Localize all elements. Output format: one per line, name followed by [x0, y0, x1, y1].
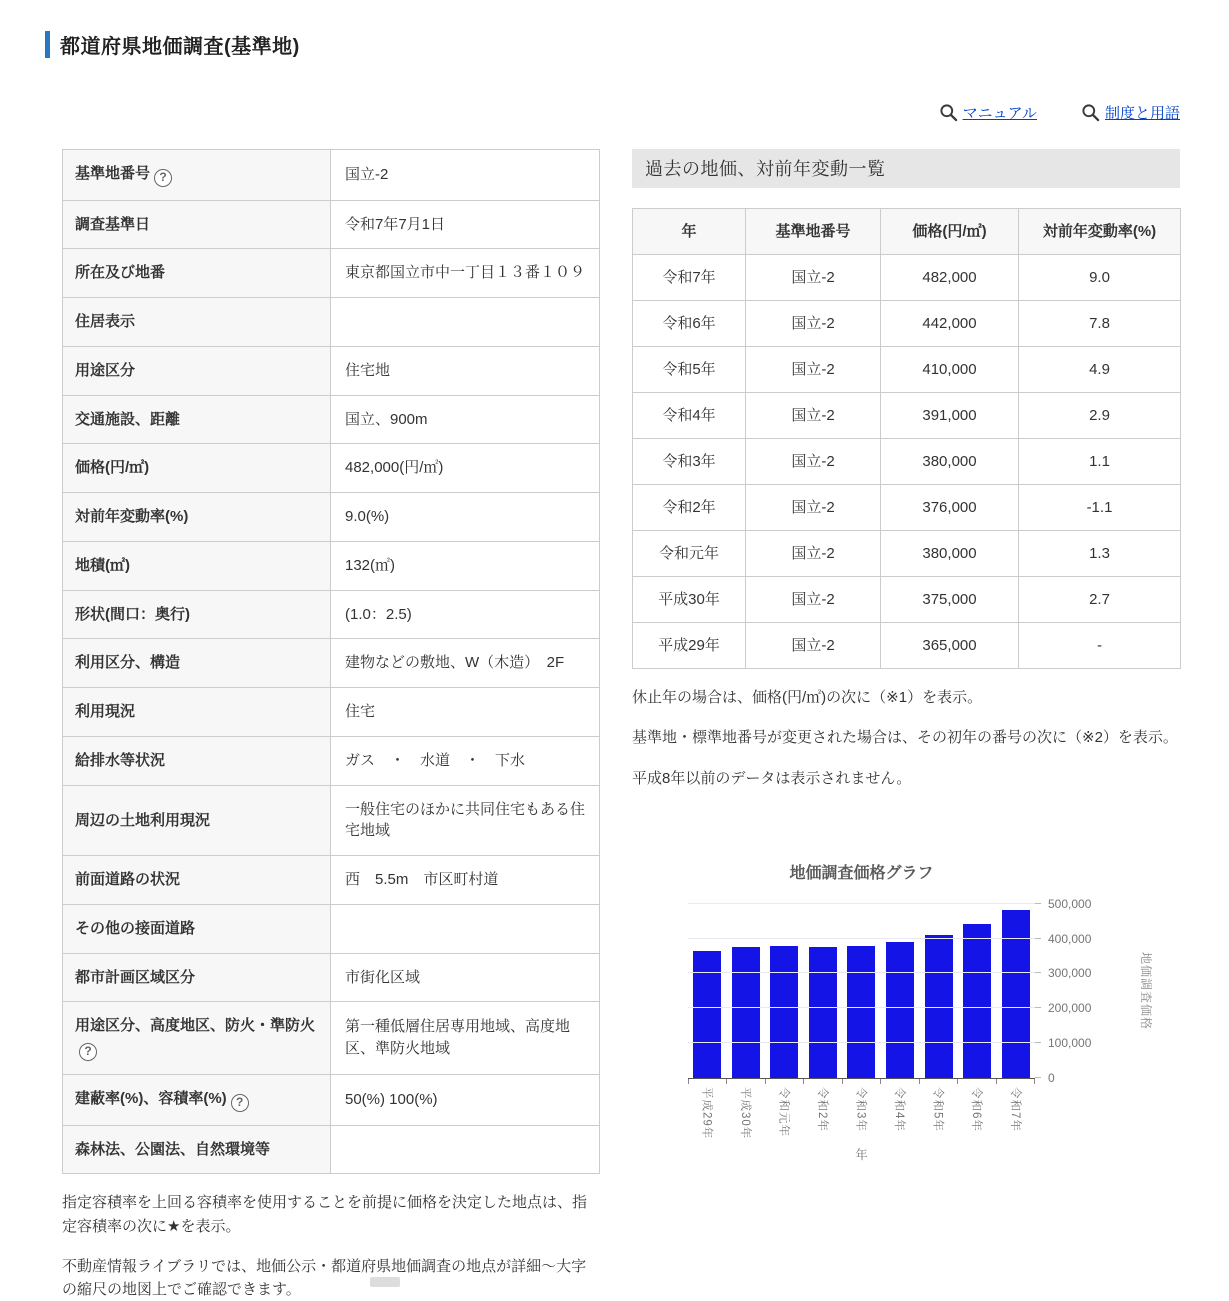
history-cell: 令和5年	[633, 347, 746, 393]
chart-gridline	[688, 1007, 1035, 1008]
property-label	[63, 688, 331, 737]
property-value	[331, 298, 600, 347]
property-value: ガス ・ 水道 ・ 下水	[331, 736, 600, 785]
chart-x-labels	[688, 1087, 1035, 1139]
note-suspended-year: 休止年の場合は、価格(円/㎡)の次に（※1）を表示。	[632, 689, 983, 706]
chart-gridline	[688, 972, 1035, 973]
x-tick-cell	[804, 1079, 842, 1084]
chart-bar	[847, 946, 875, 1078]
history-notes	[632, 686, 1180, 790]
property-value: 国立、900m	[331, 395, 600, 444]
property-value: 市街化区域	[331, 953, 600, 1002]
history-column-header: 基準地番号	[746, 209, 881, 255]
property-label	[63, 395, 331, 444]
property-row	[63, 688, 600, 737]
property-label-text: 都市計画区域区分	[75, 968, 196, 986]
property-value: 第一種低層住居専用地域、高度地区、準防火地域	[331, 1002, 600, 1074]
y-tick-mark	[1035, 1042, 1041, 1043]
y-tick-mark	[1035, 972, 1041, 973]
help-question-icon[interactable]: ?	[154, 169, 172, 187]
page-title: 都道府県地価調査(基準地)	[60, 36, 300, 58]
chart-x-axis-title: 年	[855, 1148, 868, 1163]
history-header-row	[633, 209, 1181, 255]
history-cell: 平成29年	[633, 623, 746, 669]
history-cell: 国立-2	[746, 485, 881, 531]
property-row	[63, 904, 600, 953]
property-label-text: 価格(円/㎡)	[75, 459, 150, 477]
history-section-title: 過去の地価、対前年変動一覧	[632, 149, 1180, 188]
search-icon	[939, 103, 958, 122]
history-cell: 2.9	[1019, 393, 1181, 439]
x-label-cell	[842, 1087, 881, 1139]
property-label-text: 前面道路の状況	[75, 871, 181, 889]
x-tick-cell	[920, 1079, 958, 1084]
x-label-cell	[958, 1087, 997, 1139]
help-question-icon[interactable]: ?	[79, 1043, 97, 1061]
property-value: 令和7年7月1日	[331, 200, 600, 249]
title-accent-bar	[45, 31, 50, 58]
history-cell: 令和元年	[633, 531, 746, 577]
glossary-link-label[interactable]: 制度と用語	[1104, 104, 1180, 122]
price-chart	[632, 860, 1180, 1163]
chart-bar	[770, 946, 798, 1078]
property-detail-panel	[62, 149, 600, 1301]
property-value: 132(㎡)	[331, 541, 600, 590]
x-tick-cell	[766, 1079, 804, 1084]
y-tick-label: 400,000	[1048, 931, 1092, 946]
property-label-text: 周辺の土地利用現況	[75, 811, 211, 829]
history-cell: 380,000	[881, 439, 1019, 485]
page-title-row	[45, 30, 1180, 59]
history-cell: 365,000	[881, 623, 1019, 669]
history-cell: 391,000	[881, 393, 1019, 439]
history-cell: -1.1	[1019, 485, 1181, 531]
property-row	[63, 1002, 600, 1074]
history-cell: 国立-2	[746, 577, 881, 623]
history-row	[633, 623, 1181, 669]
note-library-map: 不動産情報ライブラリでは、地価公示・都道府県地価調査の地点が詳細～大字の縮尺の地図上でご確認できます。	[62, 1257, 587, 1299]
property-label	[63, 785, 331, 856]
property-label-text: 基準地番号	[75, 165, 151, 182]
x-tick-label: 平成29年	[700, 1086, 713, 1140]
chart-bar	[1002, 910, 1030, 1078]
history-cell: 令和2年	[633, 485, 746, 531]
property-row	[63, 1125, 600, 1174]
note-number-changed: 基準地・標準地番号が変更された場合は、その初年の番号の次に（※2）を表示。	[632, 729, 1178, 747]
manual-link[interactable]	[939, 102, 1037, 123]
history-cell: -	[1019, 623, 1181, 669]
x-tick-label: 令和7年	[1008, 1086, 1021, 1132]
history-cell: 令和7年	[633, 255, 746, 301]
property-label-text: 利用現況	[75, 703, 136, 721]
note-floor-area-ratio: 指定容積率を上回る容積率を使用することを前提に価格を決定した地点は、指定容積率の次に★を表示。	[62, 1194, 588, 1235]
history-panel	[632, 149, 1180, 1163]
x-tick-cell	[881, 1079, 919, 1084]
property-row	[63, 736, 600, 785]
history-cell: 令和3年	[633, 439, 746, 485]
property-table-body	[63, 150, 600, 1174]
property-row	[63, 639, 600, 688]
chart-gridline	[688, 1042, 1035, 1043]
history-row	[633, 301, 1181, 347]
property-label	[63, 1125, 331, 1174]
chart-bar	[963, 924, 991, 1078]
history-column-header: 対前年変動率(%)	[1019, 209, 1181, 255]
x-label-cell	[919, 1087, 958, 1139]
property-row	[63, 953, 600, 1002]
property-row	[63, 493, 600, 542]
y-tick-label: 500,000	[1048, 896, 1092, 911]
search-icon	[1081, 103, 1100, 122]
history-row	[633, 485, 1181, 531]
x-tick-label: 令和6年	[970, 1086, 983, 1132]
chart-y-axis-title: 地価調査価格	[1139, 952, 1153, 1031]
help-question-icon[interactable]: ?	[231, 1094, 249, 1112]
header-links	[45, 99, 1180, 125]
property-row	[63, 785, 600, 856]
history-column-header: 年	[633, 209, 746, 255]
history-cell: 国立-2	[746, 531, 881, 577]
x-tick-cell	[689, 1079, 727, 1084]
property-label	[63, 639, 331, 688]
chart-bar	[886, 942, 914, 1078]
property-label	[63, 444, 331, 493]
property-label	[63, 346, 331, 395]
y-tick-label: 100,000	[1048, 1035, 1092, 1050]
history-row	[633, 393, 1181, 439]
property-label-text: 用途区分	[75, 361, 136, 379]
property-value: 国立-2	[331, 150, 600, 201]
property-row	[63, 200, 600, 249]
history-cell: 令和6年	[633, 301, 746, 347]
y-tick-mark	[1035, 1007, 1041, 1008]
property-value: 住宅	[331, 688, 600, 737]
chart-bar	[809, 947, 837, 1078]
property-label	[63, 953, 331, 1002]
property-label	[63, 249, 331, 298]
property-row	[63, 249, 600, 298]
x-label-cell	[765, 1087, 804, 1139]
x-tick-cell	[997, 1079, 1035, 1084]
y-tick-mark	[1035, 903, 1041, 904]
y-tick-label: 300,000	[1048, 966, 1092, 981]
chart-gridline	[688, 938, 1035, 939]
history-cell: 国立-2	[746, 393, 881, 439]
property-label	[63, 856, 331, 905]
x-tick-label: 令和3年	[854, 1086, 867, 1132]
chart-x-ticks	[688, 1079, 1035, 1084]
chart-bar	[693, 951, 721, 1078]
y-tick-label: 200,000	[1048, 1001, 1092, 1016]
history-cell: 令和4年	[633, 393, 746, 439]
property-value: (1.0：2.5)	[331, 590, 600, 639]
history-cell: 376,000	[881, 485, 1019, 531]
property-value: 西 5.5m 市区町村道	[331, 856, 600, 905]
history-cell: 1.1	[1019, 439, 1181, 485]
history-cell: 国立-2	[746, 255, 881, 301]
property-row	[63, 444, 600, 493]
history-cell: 7.8	[1019, 301, 1181, 347]
history-row	[633, 531, 1181, 577]
history-column-header: 価格(円/㎡)	[881, 209, 1019, 255]
property-label-text: 建蔽率(%)、容積率(%)	[75, 1089, 227, 1107]
property-label	[63, 150, 331, 201]
history-cell: 2.7	[1019, 577, 1181, 623]
property-label	[63, 904, 331, 953]
history-row	[633, 255, 1181, 301]
history-row	[633, 347, 1181, 393]
property-label-text: その他の接面道路	[75, 919, 196, 937]
history-cell: 平成30年	[633, 577, 746, 623]
history-row	[633, 439, 1181, 485]
property-row	[63, 150, 600, 201]
history-cell: 9.0	[1019, 255, 1181, 301]
property-label-text: 調査基準日	[75, 215, 151, 233]
property-label	[63, 1074, 331, 1125]
property-label-text: 交通施設、距離	[75, 410, 181, 428]
property-label-text: 給排水等状況	[75, 751, 166, 769]
history-cell: 410,000	[881, 347, 1019, 393]
main-columns	[45, 149, 1180, 1301]
property-value	[331, 904, 600, 953]
property-value: 建物などの敷地、W（木造） 2F	[331, 639, 600, 688]
property-label-text: 形状(間口：奥行)	[75, 605, 190, 623]
history-row	[633, 577, 1181, 623]
history-cell: 国立-2	[746, 623, 881, 669]
chart-title: 地価調査価格グラフ	[789, 864, 934, 882]
x-label-cell	[688, 1087, 727, 1139]
property-value: 9.0(%)	[331, 493, 600, 542]
property-label-text: 利用区分、構造	[75, 654, 181, 672]
y-tick-mark	[1035, 1077, 1041, 1078]
property-label	[63, 590, 331, 639]
chart-plot	[688, 896, 1153, 1085]
history-cell: 4.9	[1019, 347, 1181, 393]
property-value	[331, 1125, 600, 1174]
history-table-body	[633, 255, 1181, 669]
x-tick-cell	[727, 1079, 765, 1084]
property-row	[63, 395, 600, 444]
y-tick-mark	[1035, 938, 1041, 939]
cutoff-element	[370, 1277, 400, 1287]
property-value: 住宅地	[331, 346, 600, 395]
property-label-text: 地積(㎡)	[75, 556, 130, 574]
note-before-heisei8: 平成8年以前のデータは表示されません。	[632, 769, 912, 787]
property-label-text: 住居表示	[75, 313, 136, 331]
x-label-cell	[804, 1087, 843, 1139]
x-tick-cell	[843, 1079, 881, 1084]
chart-bars	[688, 905, 1035, 1078]
property-row	[63, 1074, 600, 1125]
chart-bar	[732, 947, 760, 1078]
property-value: 482,000(円/㎡)	[331, 444, 600, 493]
history-cell: 380,000	[881, 531, 1019, 577]
property-row	[63, 346, 600, 395]
history-cell: 442,000	[881, 301, 1019, 347]
x-tick-cell	[958, 1079, 996, 1084]
history-cell: 国立-2	[746, 347, 881, 393]
property-label	[63, 541, 331, 590]
x-label-cell	[727, 1087, 766, 1139]
property-label-text: 用途区分、高度地区、防火・準防火	[75, 1017, 316, 1035]
glossary-link[interactable]	[1081, 102, 1180, 123]
property-value: 50(%) 100(%)	[331, 1074, 600, 1125]
x-tick-label: 令和2年	[815, 1086, 828, 1132]
history-cell: 国立-2	[746, 439, 881, 485]
property-value: 東京都国立市中一丁目１３番１０９	[331, 249, 600, 298]
y-tick-label: 0	[1048, 1070, 1055, 1085]
property-row	[63, 856, 600, 905]
property-row	[63, 590, 600, 639]
chart-gridline	[688, 903, 1035, 904]
x-tick-label: 平成30年	[738, 1086, 751, 1140]
property-label	[63, 200, 331, 249]
history-cell: 1.3	[1019, 531, 1181, 577]
x-label-cell	[997, 1087, 1036, 1139]
x-tick-label: 令和4年	[893, 1086, 906, 1132]
property-row	[63, 541, 600, 590]
x-label-cell	[881, 1087, 920, 1139]
property-label	[63, 736, 331, 785]
history-cell: 375,000	[881, 577, 1019, 623]
x-tick-label: 令和元年	[777, 1086, 790, 1137]
property-label	[63, 298, 331, 347]
property-label	[63, 1002, 331, 1074]
history-cell: 482,000	[881, 255, 1019, 301]
history-table	[632, 208, 1181, 669]
property-label-text: 所在及び地番	[75, 264, 166, 282]
property-label-text: 対前年変動率(%)	[75, 508, 189, 526]
property-table	[62, 149, 600, 1174]
property-label-text: 森林法、公園法、自然環境等	[75, 1140, 271, 1158]
property-value: 一般住宅のほかに共同住宅もある住宅地域	[331, 785, 600, 856]
history-cell: 国立-2	[746, 301, 881, 347]
x-tick-label: 令和5年	[931, 1086, 944, 1132]
property-row	[63, 298, 600, 347]
manual-link-label[interactable]: マニュアル	[962, 104, 1037, 122]
property-label	[63, 493, 331, 542]
